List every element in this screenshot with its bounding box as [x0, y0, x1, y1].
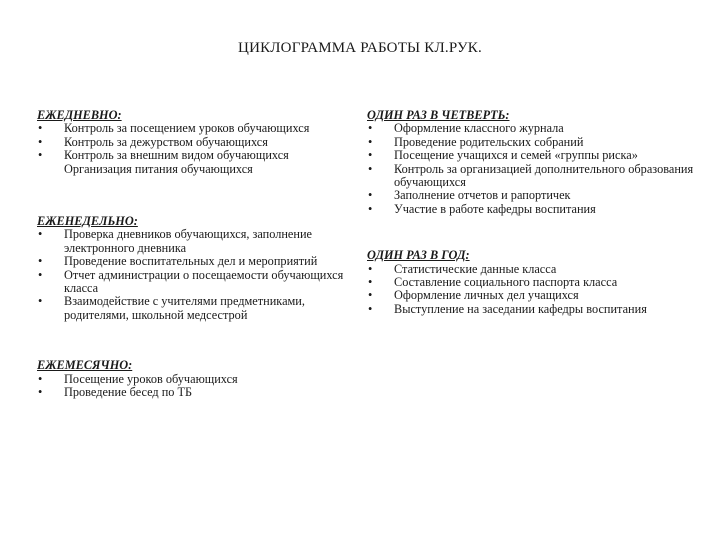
list-item-text: Отчет администрации о посещаемости обучающихся класса — [64, 267, 344, 296]
list-item — [367, 303, 697, 316]
list-item-text: Выступление на заседании кафедры воспитания — [394, 301, 647, 316]
list-item — [367, 289, 697, 302]
list-item-text: Контроль за посещением уроков обучающихся — [64, 121, 310, 136]
list-item-text: Участие в работе кафедры воспитания — [394, 201, 596, 216]
bullet-icon: • — [368, 288, 373, 303]
list-item — [367, 263, 697, 276]
list-item-text: Контроль за внешним видом обучающихся — [64, 148, 289, 163]
section-heading-weekly: ЕЖЕНЕДЕЛЬНО: — [37, 214, 138, 229]
list-item-text: Заполнение отчетов и рапортичек — [394, 188, 571, 203]
list-item — [37, 373, 357, 386]
weekly-list — [37, 228, 357, 322]
section-quarterly — [367, 109, 697, 216]
yearly-list — [367, 263, 697, 317]
list-item-text: Составление социального паспорта класса — [394, 275, 618, 290]
list-item — [37, 228, 357, 255]
list-item — [367, 276, 697, 289]
daily-extra-line: Организация питания обучающихся — [64, 161, 253, 176]
quarterly-list — [367, 122, 697, 216]
bullet-icon: • — [38, 148, 43, 163]
bullet-icon: • — [38, 254, 43, 269]
monthly-list — [37, 373, 357, 400]
list-item — [37, 295, 357, 322]
list-item-text: Посещение учащихся и семей «группы риска» — [394, 148, 638, 163]
list-item — [367, 189, 697, 202]
section-yearly — [367, 249, 697, 316]
section-heading-quarterly: ОДИН РАЗ В ЧЕТВЕРТЬ: — [367, 108, 510, 122]
list-item-text: Оформление личных дел учащихся — [394, 288, 579, 303]
list-item-text: Проведение бесед по ТБ — [64, 385, 193, 400]
list-item-text: Проведение родительских собраний — [394, 134, 584, 149]
list-item — [37, 122, 357, 135]
bullet-icon: • — [38, 385, 43, 400]
section-heading-daily: ЕЖЕДНЕВНО: — [37, 108, 122, 122]
bullet-icon: • — [368, 148, 373, 163]
list-item — [367, 122, 697, 135]
daily-list — [37, 122, 357, 162]
right-column — [367, 109, 697, 316]
list-item — [37, 269, 357, 296]
bullet-icon: • — [368, 261, 373, 276]
list-item-text: Статистические данные класса — [394, 261, 557, 276]
bullet-icon: • — [368, 275, 373, 290]
list-item-text: Контроль за организацией дополнительного образования обучающихся — [394, 161, 694, 190]
bullet-icon: • — [38, 134, 43, 149]
section-heading-yearly: ОДИН РАЗ В ГОД: — [367, 248, 470, 263]
list-item — [367, 149, 697, 162]
section-weekly — [37, 215, 357, 322]
list-item-text: Взаимодействие с учителями предметниками, родителями, школьной медсестрой — [64, 294, 305, 322]
section-daily — [37, 109, 357, 176]
list-item — [37, 136, 357, 149]
list-item — [37, 255, 357, 268]
bullet-icon: • — [38, 121, 43, 136]
bullet-icon: • — [368, 301, 373, 316]
bullet-icon: • — [368, 121, 373, 136]
bullet-icon: • — [368, 161, 373, 176]
list-item-text: Проверка дневников обучающихся, заполнение электронного дневника — [64, 227, 313, 255]
bullet-icon: • — [368, 134, 373, 149]
list-item-text: Проведение воспитательных дел и мероприятий — [64, 254, 318, 269]
bullet-icon: • — [38, 371, 43, 386]
list-item — [37, 386, 357, 399]
list-item — [367, 203, 697, 216]
list-item-text: Контроль за дежурством обучающихся — [64, 134, 268, 149]
list-item — [37, 149, 357, 162]
bullet-icon: • — [38, 294, 43, 309]
list-item-text: Посещение уроков обучающихся — [64, 371, 238, 386]
list-item-text: Оформление классного журнала — [394, 121, 564, 136]
section-monthly — [37, 359, 357, 399]
list-item — [367, 163, 697, 190]
bullet-icon: • — [368, 201, 373, 216]
page-title: ЦИКЛОГРАММА РАБОТЫ КЛ.РУК. — [238, 40, 482, 56]
section-heading-monthly: ЕЖЕМЕСЯЧНО: — [37, 358, 133, 373]
left-column — [37, 109, 357, 400]
list-item — [367, 136, 697, 149]
bullet-icon: • — [38, 227, 43, 242]
bullet-icon: • — [38, 267, 43, 282]
bullet-icon: • — [368, 188, 373, 203]
